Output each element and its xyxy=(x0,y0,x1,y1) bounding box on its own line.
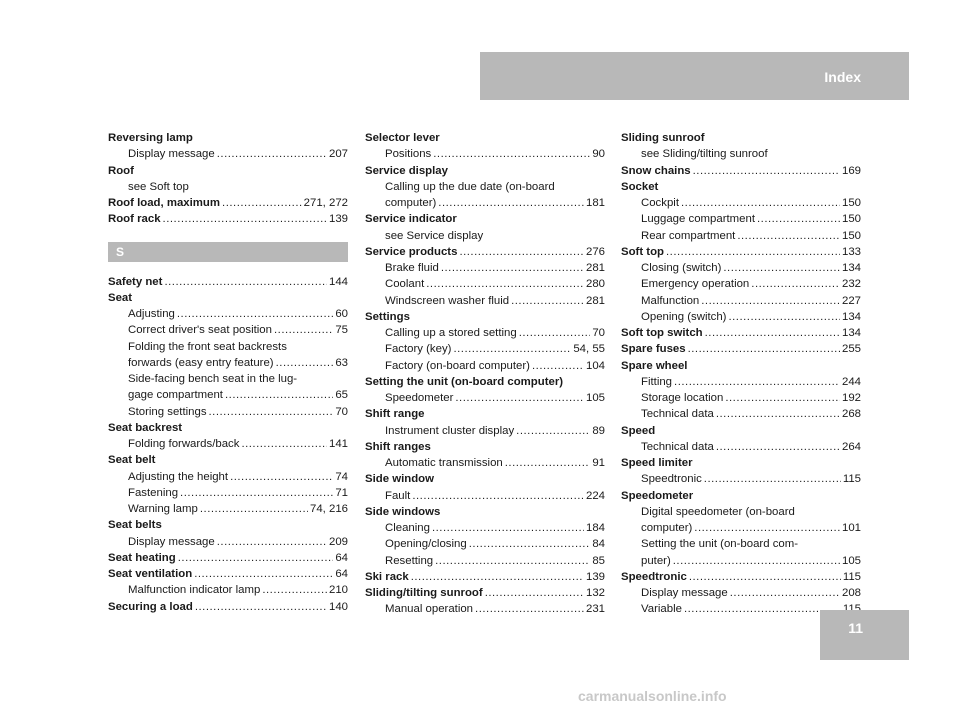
index-subentry xyxy=(621,536,861,552)
page-reference: 105 xyxy=(841,554,861,567)
entry-term: puter) xyxy=(641,554,671,567)
entry-term: Soft top switch xyxy=(621,327,703,339)
page-reference: 85 xyxy=(592,554,605,567)
dot-leader xyxy=(459,244,584,260)
index-entry xyxy=(621,455,861,471)
section-title: Index xyxy=(824,69,861,85)
dot-leader xyxy=(177,306,333,322)
index-subentry xyxy=(621,471,861,487)
entry-term: Ski rack xyxy=(365,570,409,583)
index-entry xyxy=(108,290,348,306)
dot-leader xyxy=(689,569,841,585)
index-column-3 xyxy=(621,130,861,618)
dot-leader xyxy=(276,355,334,371)
page-reference: 227 xyxy=(841,294,861,307)
index-subentry xyxy=(365,195,605,211)
entry-term: computer) xyxy=(385,197,437,209)
entry-term: see Service display xyxy=(385,229,484,242)
index-subentry xyxy=(108,306,348,322)
dot-leader xyxy=(178,550,334,566)
entry-term: Spare fuses xyxy=(621,343,686,356)
entry-term: Seat heating xyxy=(108,551,176,564)
index-entry xyxy=(108,517,348,533)
entry-term: Warning lamp xyxy=(128,503,198,515)
dot-leader xyxy=(674,374,840,390)
dot-leader xyxy=(164,274,327,290)
page-reference: 150 xyxy=(841,229,861,242)
page-reference: 281 xyxy=(585,294,605,307)
dot-leader xyxy=(475,601,584,617)
entry-term: see Sliding/tilting sunroof xyxy=(641,148,768,161)
page-reference: 115 xyxy=(842,570,861,583)
dot-leader xyxy=(195,599,327,615)
entry-term: Seat ventilation xyxy=(108,568,193,580)
index-entry xyxy=(108,566,348,582)
dot-leader xyxy=(200,501,308,517)
page-reference: 134 xyxy=(841,327,861,339)
index-subentry xyxy=(365,179,605,195)
entry-term: Display message xyxy=(128,148,215,161)
index-subentry xyxy=(621,585,861,601)
index-subentry xyxy=(108,404,348,420)
dot-leader xyxy=(180,485,333,501)
page-reference: 101 xyxy=(841,522,861,534)
entry-term: Roof rack xyxy=(108,213,161,226)
entry-term: Display message xyxy=(641,587,728,599)
index-subentry xyxy=(108,387,348,403)
page-reference: 89 xyxy=(592,424,605,437)
page-reference: 184 xyxy=(585,522,605,534)
index-subentry xyxy=(621,520,861,536)
page-reference: 132 xyxy=(585,587,605,599)
entry-term: gage compartment xyxy=(128,389,223,402)
entry-term: Shift range xyxy=(365,408,425,421)
page-reference: 169 xyxy=(841,164,861,177)
entry-term: Side windows xyxy=(365,505,441,518)
dot-leader xyxy=(673,553,840,569)
page-reference: 140 xyxy=(328,600,348,613)
dot-leader xyxy=(241,436,327,452)
page-reference: 276 xyxy=(585,245,605,258)
dot-leader xyxy=(751,276,840,292)
entry-term: Side-facing bench seat in the lug- xyxy=(128,373,298,385)
page-reference: 280 xyxy=(585,278,605,291)
page-reference: 54, 55 xyxy=(573,343,605,356)
index-entry xyxy=(621,423,861,439)
page-reference: 255 xyxy=(841,343,861,356)
page-reference: 144 xyxy=(328,275,348,288)
page-reference: 104 xyxy=(585,359,605,372)
entry-term: Adjusting the height xyxy=(128,470,229,483)
index-subentry xyxy=(365,146,605,162)
dot-leader xyxy=(453,341,571,357)
page-number-box xyxy=(820,610,909,660)
page-reference: 264 xyxy=(841,440,861,453)
index-entry xyxy=(108,211,348,227)
index-subentry xyxy=(365,293,605,309)
index-entry xyxy=(621,179,861,195)
index-entry xyxy=(365,569,605,585)
page-reference: 134 xyxy=(841,310,861,323)
dot-leader xyxy=(723,260,840,276)
index-entry xyxy=(108,452,348,468)
page-reference: 150 xyxy=(841,197,861,209)
index-entry xyxy=(365,211,605,227)
index-subentry xyxy=(108,371,348,387)
dot-leader xyxy=(684,601,841,617)
dot-leader xyxy=(411,569,584,585)
index-subentry xyxy=(365,536,605,552)
index-entry xyxy=(365,244,605,260)
entry-term: Service indicator xyxy=(365,213,457,226)
index-subentry xyxy=(365,553,605,569)
dot-leader xyxy=(716,406,840,422)
index-subentry xyxy=(108,501,348,517)
entry-term: Roof load, maximum xyxy=(108,197,221,209)
entry-term: Fitting xyxy=(641,375,673,388)
index-entry xyxy=(621,569,861,585)
dot-leader xyxy=(274,322,333,338)
index-entry xyxy=(621,341,861,357)
dot-leader xyxy=(209,404,334,420)
entry-term: Speed xyxy=(621,424,656,437)
page-reference: 74, 216 xyxy=(309,503,348,515)
page-reference: 64 xyxy=(335,551,348,564)
entry-term: Securing a load xyxy=(108,600,193,613)
index-entry xyxy=(108,195,348,211)
entry-term: Setting the unit (on-board com- xyxy=(641,538,799,551)
dot-leader xyxy=(469,536,591,552)
dot-leader xyxy=(432,520,584,536)
entry-term: Technical data xyxy=(641,440,714,453)
entry-term: Folding forwards/back xyxy=(128,438,240,450)
page-reference: 271, 272 xyxy=(303,197,348,209)
index-subentry xyxy=(108,534,348,550)
entry-term: Soft top xyxy=(621,245,665,258)
index-subentry xyxy=(108,582,348,598)
page-reference: 134 xyxy=(841,262,861,274)
dot-leader xyxy=(516,423,590,439)
entry-term: Roof xyxy=(108,164,134,177)
dot-leader xyxy=(194,566,333,582)
index-subentry xyxy=(365,488,605,504)
entry-term: Safety net xyxy=(108,275,163,288)
dot-leader xyxy=(217,146,327,162)
entry-term: Socket xyxy=(621,180,659,193)
page-reference: 232 xyxy=(841,278,861,291)
entry-term: Storage location xyxy=(641,392,724,404)
entry-term: Side window xyxy=(365,473,434,486)
entry-term: Snow chains xyxy=(621,164,691,177)
page-reference: 105 xyxy=(585,392,605,404)
index-subentry xyxy=(365,276,605,292)
dot-leader xyxy=(485,585,584,601)
entry-term: Adjusting xyxy=(128,308,175,320)
entry-term: Reversing lamp xyxy=(108,132,193,144)
entry-term: Manual operation xyxy=(385,603,474,616)
page-reference: 70 xyxy=(335,405,348,418)
index-subentry xyxy=(621,406,861,422)
entry-term: Seat belt xyxy=(108,454,156,467)
dot-leader xyxy=(505,455,591,471)
page-reference: 192 xyxy=(841,392,861,404)
index-entry xyxy=(365,406,605,422)
index-subentry xyxy=(365,601,605,617)
entry-term: Folding the front seat backrests xyxy=(128,340,287,353)
index-entry xyxy=(365,471,605,487)
page-reference: 210 xyxy=(328,584,348,597)
entry-term: Settings xyxy=(365,310,410,323)
dot-leader xyxy=(681,195,840,211)
entry-term: Sliding sunroof xyxy=(621,132,705,144)
index-subentry xyxy=(621,374,861,390)
index-entry xyxy=(365,163,605,179)
index-subentry xyxy=(621,276,861,292)
index-subentry xyxy=(108,485,348,501)
dot-leader xyxy=(435,553,590,569)
entry-term: Service products xyxy=(365,245,458,258)
dot-leader xyxy=(455,390,584,406)
index-entry xyxy=(621,488,861,504)
entry-term: see Soft top xyxy=(128,180,189,193)
dot-leader xyxy=(519,325,591,341)
dot-leader xyxy=(737,228,840,244)
page-reference: 70 xyxy=(592,327,605,339)
index-entry xyxy=(621,325,861,341)
page-reference: 90 xyxy=(592,148,605,161)
page-reference: 141 xyxy=(328,438,348,450)
index-column-2 xyxy=(365,130,605,618)
dot-leader xyxy=(262,582,327,598)
entry-term: Closing (switch) xyxy=(641,262,722,274)
page-reference: 209 xyxy=(328,535,348,548)
entry-term: Selector lever xyxy=(365,132,440,144)
entry-term: Speedtronic xyxy=(621,570,687,583)
page-reference: 181 xyxy=(585,197,605,209)
entry-term: Windscreen washer fluid xyxy=(385,294,510,307)
index-entry xyxy=(621,358,861,374)
entry-term: Cleaning xyxy=(385,522,430,534)
page-reference: 133 xyxy=(841,245,861,258)
index-subentry xyxy=(365,358,605,374)
index-subentry xyxy=(621,504,861,520)
index-subentry xyxy=(621,309,861,325)
index-subentry xyxy=(621,293,861,309)
dot-leader xyxy=(511,293,584,309)
entry-term: Emergency operation xyxy=(641,278,750,291)
entry-term: Factory (on-board computer) xyxy=(385,359,530,372)
index-entry xyxy=(108,599,348,615)
entry-term: Automatic transmission xyxy=(385,457,503,469)
index-entry xyxy=(621,244,861,260)
index-subentry xyxy=(108,469,348,485)
index-subentry xyxy=(108,339,348,355)
entry-term: Brake fluid xyxy=(385,262,439,274)
index-entry xyxy=(365,309,605,325)
page-reference: 139 xyxy=(585,570,605,583)
index-subentry xyxy=(365,455,605,471)
dot-leader xyxy=(716,439,840,455)
dot-leader xyxy=(433,146,590,162)
section-header-tab xyxy=(480,52,909,100)
page-reference: 84 xyxy=(592,538,605,551)
index-subentry xyxy=(108,355,348,371)
index-subentry xyxy=(365,325,605,341)
page-reference: 75 xyxy=(335,324,348,337)
dot-leader xyxy=(441,260,584,276)
entry-term: Calling up a stored setting xyxy=(385,327,517,339)
entry-term: forwards (easy entry feature) xyxy=(128,356,274,369)
page-reference: 115 xyxy=(842,473,861,486)
index-entry xyxy=(108,550,348,566)
index-subentry xyxy=(621,390,861,406)
index-entry xyxy=(365,439,605,455)
page-reference: 231 xyxy=(585,603,605,616)
page-reference: 207 xyxy=(328,148,348,161)
page-reference: 63 xyxy=(335,356,348,369)
entry-term: Malfunction xyxy=(641,294,700,307)
dot-leader xyxy=(438,195,584,211)
index-subentry xyxy=(621,211,861,227)
index-entry xyxy=(365,585,605,601)
page-reference: 281 xyxy=(585,262,605,274)
dot-leader xyxy=(217,534,327,550)
index-subentry xyxy=(365,341,605,357)
entry-term: Spare wheel xyxy=(621,359,688,372)
index-subentry xyxy=(365,390,605,406)
index-entry xyxy=(108,274,348,290)
page-reference: 268 xyxy=(841,408,861,421)
entry-term: Fault xyxy=(385,489,411,502)
entry-term: Speedometer xyxy=(621,489,694,502)
index-entry xyxy=(621,163,861,179)
page-reference: 208 xyxy=(841,587,861,599)
dot-leader xyxy=(222,195,302,211)
page-reference: 64 xyxy=(335,568,348,580)
entry-term: Opening/closing xyxy=(385,538,467,551)
index-subentry xyxy=(108,436,348,452)
entry-term: Positions xyxy=(385,148,432,161)
entry-term: Seat backrest xyxy=(108,421,183,434)
index-subentry xyxy=(621,195,861,211)
entry-term: Variable xyxy=(641,603,682,616)
entry-term: Coolant xyxy=(385,278,425,291)
dot-leader xyxy=(532,358,584,374)
index-entry xyxy=(621,130,861,146)
page-reference: 150 xyxy=(841,213,861,226)
index-subentry xyxy=(108,179,348,195)
entry-term: Speed limiter xyxy=(621,457,693,469)
index-subentry xyxy=(621,260,861,276)
entry-term: Calling up the due date (on-board xyxy=(385,180,555,193)
dot-leader xyxy=(688,341,840,357)
page-reference: 74 xyxy=(335,470,348,483)
entry-term: Service display xyxy=(365,164,448,177)
index-entry xyxy=(365,130,605,146)
watermark: carmanualsonline.info xyxy=(578,688,727,704)
index-entry xyxy=(365,504,605,520)
index-subentry xyxy=(365,260,605,276)
dot-leader xyxy=(693,163,840,179)
entry-term: computer) xyxy=(641,522,693,534)
dot-leader xyxy=(704,471,841,487)
dot-leader xyxy=(701,293,840,309)
page-reference: 224 xyxy=(585,489,605,502)
page-reference: 91 xyxy=(592,457,605,469)
dot-leader xyxy=(230,469,333,485)
index-subentry xyxy=(621,553,861,569)
section-letter-heading: S xyxy=(108,242,348,262)
entry-term: Instrument cluster display xyxy=(385,424,515,437)
dot-leader xyxy=(163,211,327,227)
page-number: 11 xyxy=(848,620,863,636)
entry-term: Rear compartment xyxy=(641,229,736,242)
entry-term: Cockpit xyxy=(641,197,679,209)
dot-leader xyxy=(728,309,840,325)
entry-term: Speedometer xyxy=(385,392,454,404)
entry-term: Malfunction indicator lamp xyxy=(128,584,261,597)
index-subentry xyxy=(365,228,605,244)
index-subentry xyxy=(621,146,861,162)
entry-term: Setting the unit (on-board computer) xyxy=(365,375,564,388)
dot-leader xyxy=(666,244,840,260)
dot-leader xyxy=(705,325,840,341)
entry-term: Resetting xyxy=(385,554,434,567)
entry-term: Correct driver's seat position xyxy=(128,324,272,337)
entry-term: Seat belts xyxy=(108,519,162,532)
entry-term: Luggage compartment xyxy=(641,213,755,226)
index-entry xyxy=(108,163,348,179)
entry-term: Factory (key) xyxy=(385,343,452,356)
index-subentry xyxy=(365,423,605,439)
dot-leader xyxy=(725,390,840,406)
index-entry xyxy=(365,374,605,390)
dot-leader xyxy=(412,488,584,504)
dot-leader xyxy=(730,585,840,601)
page-reference: 139 xyxy=(328,213,348,226)
dot-leader xyxy=(426,276,584,292)
index-subentry xyxy=(621,439,861,455)
index-entry xyxy=(108,420,348,436)
entry-term: Shift ranges xyxy=(365,440,431,453)
entry-term: Digital speedometer (on-board xyxy=(641,505,795,518)
index-entry xyxy=(108,130,348,146)
entry-term: Speedtronic xyxy=(641,473,702,486)
entry-term: Storing settings xyxy=(128,405,207,418)
entry-term: Seat xyxy=(108,291,133,304)
entry-term: Sliding/tilting sunroof xyxy=(365,587,483,599)
page-reference: 65 xyxy=(335,389,348,402)
entry-term: Display message xyxy=(128,535,215,548)
index-subentry xyxy=(621,228,861,244)
dot-leader xyxy=(757,211,840,227)
index-subentry xyxy=(108,146,348,162)
page-reference: 244 xyxy=(841,375,861,388)
dot-leader xyxy=(225,387,333,403)
index-subentry xyxy=(108,322,348,338)
entry-term: Opening (switch) xyxy=(641,310,727,323)
entry-term: Fastening xyxy=(128,486,179,499)
page-reference: 60 xyxy=(335,308,348,320)
dot-leader xyxy=(694,520,840,536)
entry-term: Technical data xyxy=(641,408,714,421)
index-column-1 xyxy=(108,130,348,615)
index-subentry xyxy=(365,520,605,536)
page-reference: 71 xyxy=(335,486,348,499)
